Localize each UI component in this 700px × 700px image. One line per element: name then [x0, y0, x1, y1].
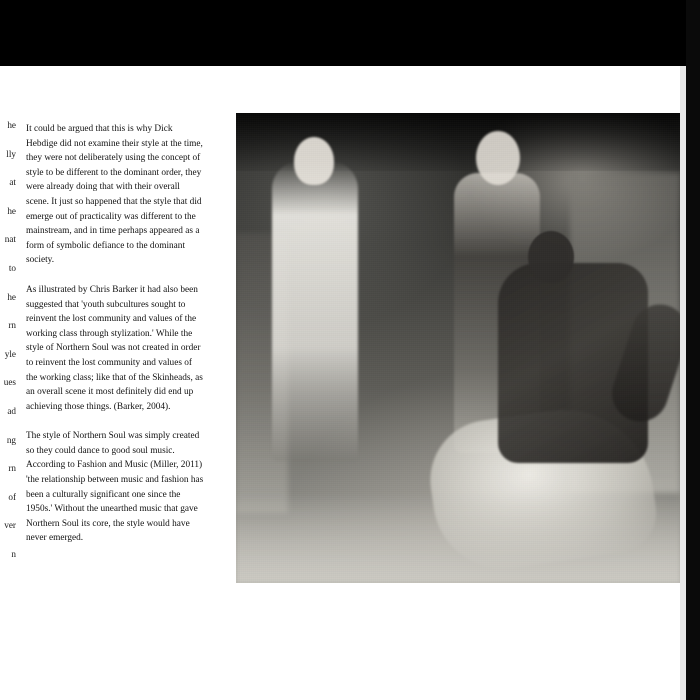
left-fragment-line: ver: [4, 520, 16, 531]
left-fragment-line: ues: [3, 377, 16, 388]
left-fragment-line: to: [8, 262, 16, 273]
left-fragment-line: lly: [6, 148, 16, 159]
left-fragment-line: nat: [4, 234, 16, 245]
paragraph-2: As illustrated by Chris Barker it had also been suggested that 'youth subcultures sought to reinvent the lost community and values of the working class through stylization.' While the style of Northern Soul was not created in order to reinvent the lost community and values of the working class; like that of the Skinheads, as an overall scene it most definitely did end up achieving those things. (Barker, 2004).: [26, 284, 203, 412]
left-fragment-line: of: [8, 491, 16, 502]
scan-border-top: [0, 0, 700, 66]
left-fragment-line: at: [9, 177, 16, 188]
left-fragment-line: rn: [8, 320, 16, 331]
scan-border-right: [686, 0, 700, 700]
left-fragment-line: rn: [8, 463, 16, 474]
left-fragment-line: he: [7, 120, 16, 130]
photo-film-grain: [236, 113, 680, 583]
paragraph-1: It could be argued that this is why Dick Hebdige did not examine their style at the time, they were not deliberately using the concept of style to be different to the dominant order, they were already doing that with their overall scene. It just so happened that the style that did emerge out of practicality was different to the mainstream, and in time perhaps appeared as a form of symbolic defiance to the dominant society.: [26, 124, 203, 266]
left-fragment-line: ad: [7, 405, 16, 416]
body-text-column: [26, 122, 204, 561]
left-fragment-line: n: [11, 548, 16, 559]
paragraph-3: The style of Northern Soul was simply created so they could dance to good soul music. According to Fashion and Music (Miller, 2011) 'the relationship between music and fashion has been a culturally significant one since the 1950s.' Without the unearthed music that gave Northern Soul its core, the style would have never emerged.: [26, 431, 204, 544]
left-fragment-line: ng: [6, 434, 16, 445]
left-fragment-line: he: [7, 205, 16, 216]
left-fragment-line: yle: [4, 348, 16, 359]
photo-image: [236, 113, 680, 583]
left-fragment-line: he: [7, 291, 16, 302]
left-partial-text-column: [0, 118, 16, 576]
northern-soul-dancers-photo: [236, 113, 680, 583]
